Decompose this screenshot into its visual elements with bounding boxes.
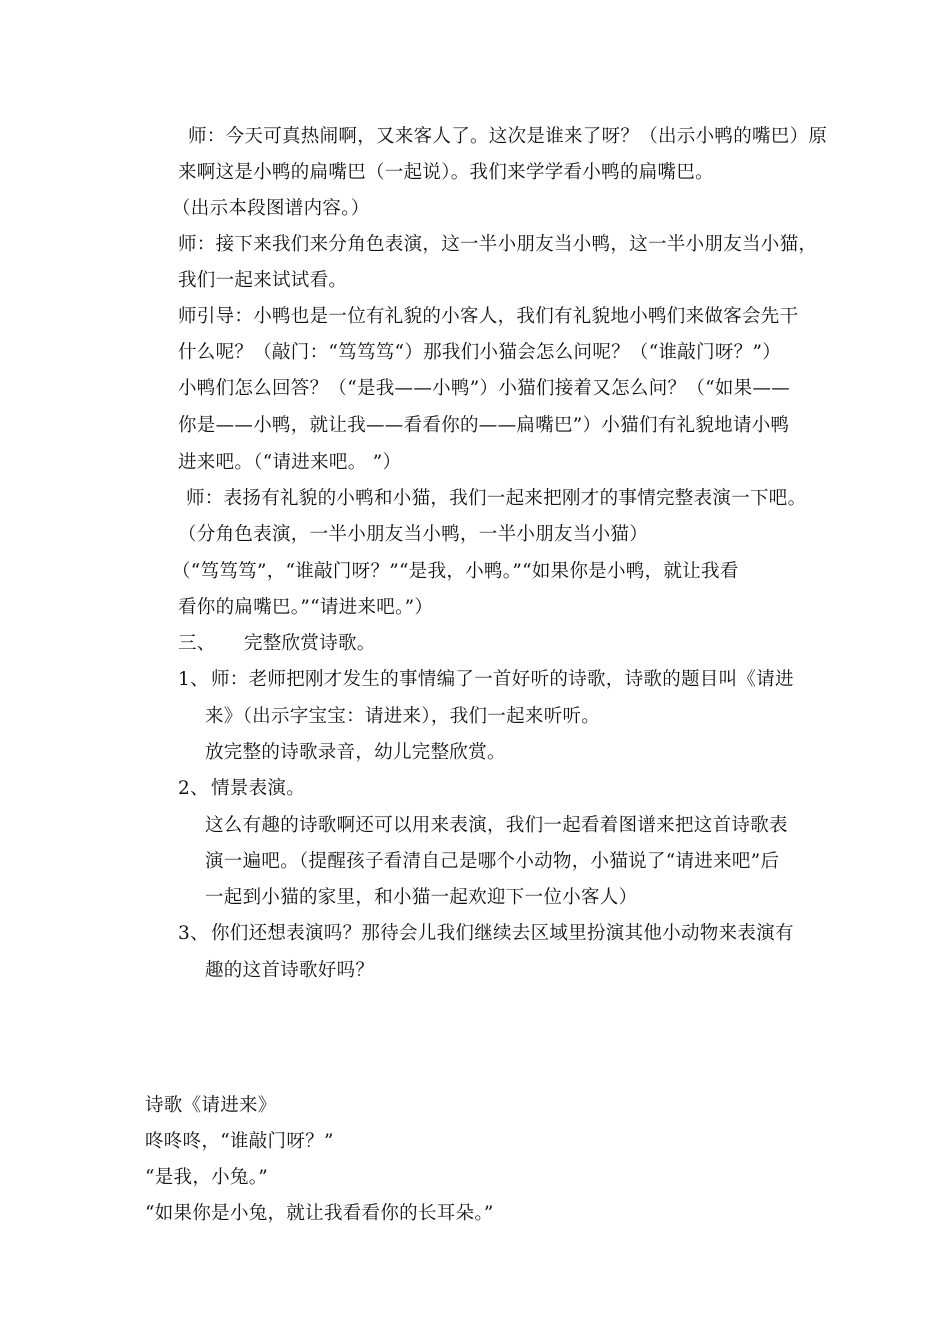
lesson-line: （“笃笃笃”，“谁敲门呀？”“是我，小鸭。”“如果你是小鸭，就让我看	[172, 561, 739, 582]
lesson-line: 师：今天可真热闹啊，又来客人了。这次是谁来了呀？（出示小鸭的嘴巴）原	[188, 126, 828, 147]
list-item-line: 放完整的诗歌录音，幼儿完整欣赏。	[205, 742, 506, 763]
list-item-line: 师：老师把刚才发生的事情编了一首好听的诗歌，诗歌的题目叫《请进	[211, 669, 794, 690]
lesson-line: 什么呢？（敲门：“笃笃笃“）那我们小猫会怎么问呢？（“谁敲门呀？”）	[178, 342, 782, 363]
list-item-line: 情景表演。	[211, 778, 306, 799]
lesson-line: 小鸭们怎么回答？（“是我——小鸭”）小猫们接着又怎么问？（“如果——	[178, 378, 791, 399]
lesson-line: 进来吧。（“请进来吧。 ”）	[178, 452, 402, 473]
poem-line: “是我，小兔。”	[145, 1167, 269, 1188]
list-item-number: 3、	[178, 923, 209, 944]
lesson-line: 师引导：小鸭也是一位有礼貌的小客人，我们有礼貌地小鸭们来做客会先干	[178, 306, 799, 327]
list-item-line: 你们还想表演吗？那待会儿我们继续去区域里扮演其他小动物来表演有	[211, 923, 794, 944]
lesson-line: 师：接下来我们来分角色表演，这一半小朋友当小鸭，这一半小朋友当小猫，	[178, 234, 818, 255]
lesson-line: 师：表扬有礼貌的小鸭和小猫，我们一起来把刚才的事情完整表演一下吧。	[186, 488, 807, 509]
poem-line: 咚咚咚，“谁敲门呀？”	[145, 1131, 334, 1152]
list-item-line: 来》（出示字宝宝：请进来），我们一起来听听。	[205, 706, 601, 727]
poem-title: 诗歌《请进来》	[145, 1095, 277, 1116]
lesson-line: 看你的扁嘴巴。”“请进来吧。”）	[178, 597, 434, 618]
list-item-line: 一起到小猫的家里，和小猫一起欢迎下一位小客人）	[205, 887, 638, 908]
section-title: 完整欣赏诗歌。	[244, 633, 376, 654]
poem-line: “如果你是小兔，就让我看看你的长耳朵。”	[145, 1203, 494, 1224]
list-item-line: 演一遍吧。（提醒孩子看清自己是哪个小动物，小猫说了“请进来吧”后	[205, 851, 780, 872]
list-item-number: 1、	[178, 669, 209, 690]
section-number: 三、	[178, 633, 216, 654]
lesson-line: （出示本段图谱内容。）	[172, 198, 370, 219]
lesson-line: 来啊这是小鸭的扁嘴巴（一起说）。我们来学学看小鸭的扁嘴巴。	[178, 162, 714, 183]
list-item-line: 这么有趣的诗歌啊还可以用来表演，我们一起看着图谱来把这首诗歌表	[205, 815, 788, 836]
lesson-line: （分角色表演，一半小朋友当小鸭，一半小朋友当小猫）	[178, 524, 649, 545]
lesson-line: 你是——小鸭，就让我——看看你的——扁嘴巴”）小猫们有礼貌地请小鸭	[178, 415, 790, 436]
list-item-number: 2、	[178, 778, 209, 799]
list-item-line: 趣的这首诗歌好吗？	[205, 960, 375, 981]
lesson-line: 我们一起来试试看。	[178, 270, 348, 291]
